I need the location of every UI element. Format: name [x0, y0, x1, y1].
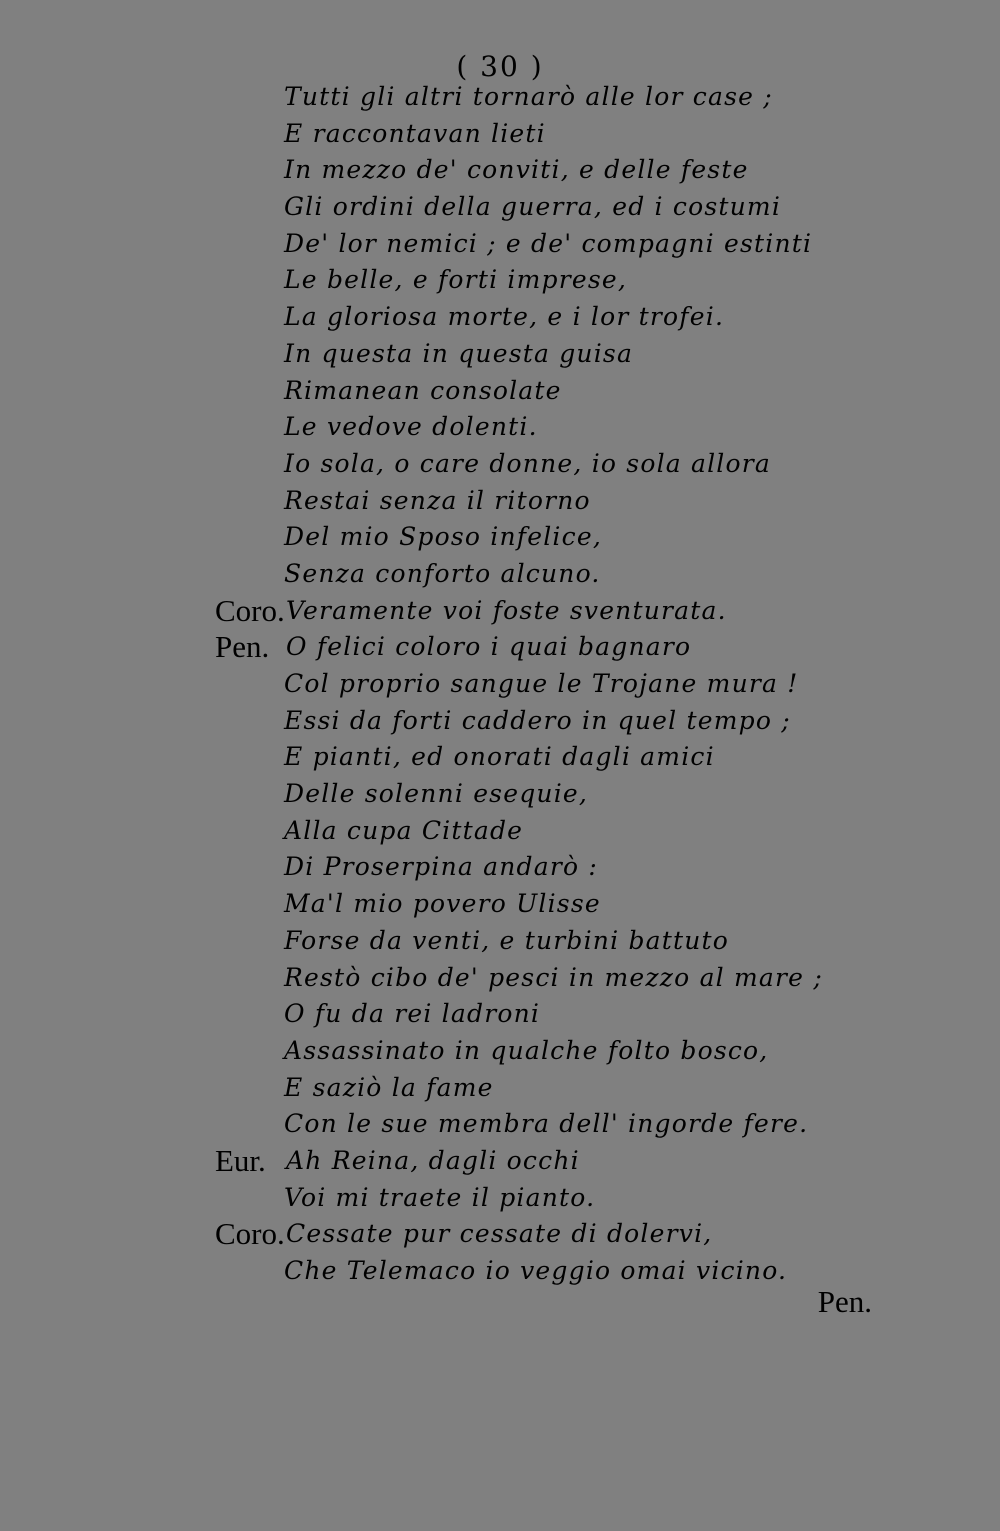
verse-line-text: Restò cibo de' pesci in mezzo al mare ; — [284, 962, 823, 992]
speaker-label: Pen. — [215, 629, 270, 665]
verse-line — [0, 1033, 1000, 1070]
speaker-label: Coro. — [215, 1216, 285, 1252]
verse-line-text: Essi da forti caddero in quel tempo ; — [284, 705, 791, 735]
verse-line — [0, 373, 1000, 410]
verse-line-text: Con le sue membra dell' ingorde fere. — [284, 1109, 809, 1139]
verse-line-text: Ah Reina, dagli occhi — [286, 1145, 580, 1175]
verse-line-text: Forse da venti, e turbini battuto — [284, 925, 730, 955]
page-number: ( 30 ) — [456, 50, 544, 83]
verse-line-text: La gloriosa morte, e i lor trofei. — [284, 302, 725, 332]
verse-line — [0, 666, 1000, 703]
verse-line-text: Io sola, o care donne, io sola allora — [284, 448, 772, 478]
verse-line-text: O felici coloro i quai bagnaro — [286, 632, 692, 662]
verse-line — [0, 262, 1000, 299]
verse-line-text: Veramente voi foste sventurata. — [286, 595, 727, 625]
speaker-label: Eur. — [215, 1142, 266, 1178]
verse-line — [0, 409, 1000, 446]
verse-line-text: Gli ordini della guerra, ed i costumi — [284, 192, 782, 222]
verse-line-text: Voi mi traete il pianto. — [284, 1182, 596, 1212]
verse-line — [0, 226, 1000, 263]
verse-line — [0, 739, 1000, 776]
verse-line-text: In mezzo de' conviti, e delle feste — [284, 155, 749, 185]
verse-line — [0, 116, 1000, 153]
verse-line — [0, 336, 1000, 373]
verse-line-text: Ma'l mio povero Ulisse — [284, 889, 601, 919]
verse-line-text: Le belle, e forti imprese, — [284, 265, 628, 295]
verse-line — [0, 1180, 1000, 1217]
verse-line-text: Di Proserpina andarò : — [284, 852, 599, 882]
verse-line — [0, 629, 1000, 666]
verse-line — [0, 996, 1000, 1033]
verse-line — [0, 886, 1000, 923]
verse-line-text: Col proprio sangue le Trojane mura ! — [284, 669, 799, 698]
verse-line-text: Tutti gli altri tornarò alle lor case ; — [284, 82, 773, 111]
verse-line-text: Del mio Sposo infelice, — [284, 522, 602, 552]
verse-line — [0, 299, 1000, 336]
verse-line — [0, 152, 1000, 189]
verse-line-text: E saziò la fame — [284, 1072, 494, 1102]
verse-line-text: Rimanean consolate — [284, 375, 562, 405]
verse-line-text: Assassinato in qualche folto bosco, — [284, 1035, 769, 1065]
verse-line — [0, 556, 1000, 593]
verse-line — [0, 79, 1000, 116]
verse-line — [0, 776, 1000, 813]
verse-line — [0, 1106, 1000, 1143]
verse-line-text: Che Telemaco io veggio omai vicino. — [284, 1256, 788, 1285]
verse-line — [0, 519, 1000, 556]
verse-line-text: Le vedove dolenti. — [284, 412, 538, 442]
verse-line — [0, 813, 1000, 850]
verse-line-text: E pianti, ed onorati dagli amici — [284, 742, 715, 772]
verse-line-text: Senza conforto alcuno. — [284, 558, 601, 588]
verse-line — [0, 483, 1000, 520]
verse-line — [0, 849, 1000, 886]
verse-line-text: In questa in questa guisa — [284, 338, 634, 368]
verse-line-text: Alla cupa Cittade — [284, 815, 524, 845]
verse-line-text: Cessate pur cessate di dolervi, — [286, 1219, 713, 1249]
verse-line-text: E raccontavan lieti — [284, 118, 546, 148]
verse-line — [0, 703, 1000, 740]
verse-line — [0, 446, 1000, 483]
verse-text — [0, 79, 1000, 1290]
verse-line — [0, 1143, 1000, 1180]
catchword: Pen. — [817, 1284, 872, 1319]
verse-line-text: O fu da rei ladroni — [284, 999, 541, 1029]
verse-line — [0, 960, 1000, 997]
verse-line-text: Restai senza il ritorno — [284, 485, 591, 515]
verse-line — [0, 189, 1000, 226]
speaker-label: Coro. — [215, 592, 285, 628]
verse-line — [0, 593, 1000, 630]
verse-line — [0, 1070, 1000, 1107]
verse-line — [0, 1216, 1000, 1253]
verse-line-text: Delle solenni esequie, — [284, 779, 589, 809]
verse-line-text: De' lor nemici ; e de' compagni estinti — [284, 228, 813, 258]
verse-line — [0, 923, 1000, 960]
